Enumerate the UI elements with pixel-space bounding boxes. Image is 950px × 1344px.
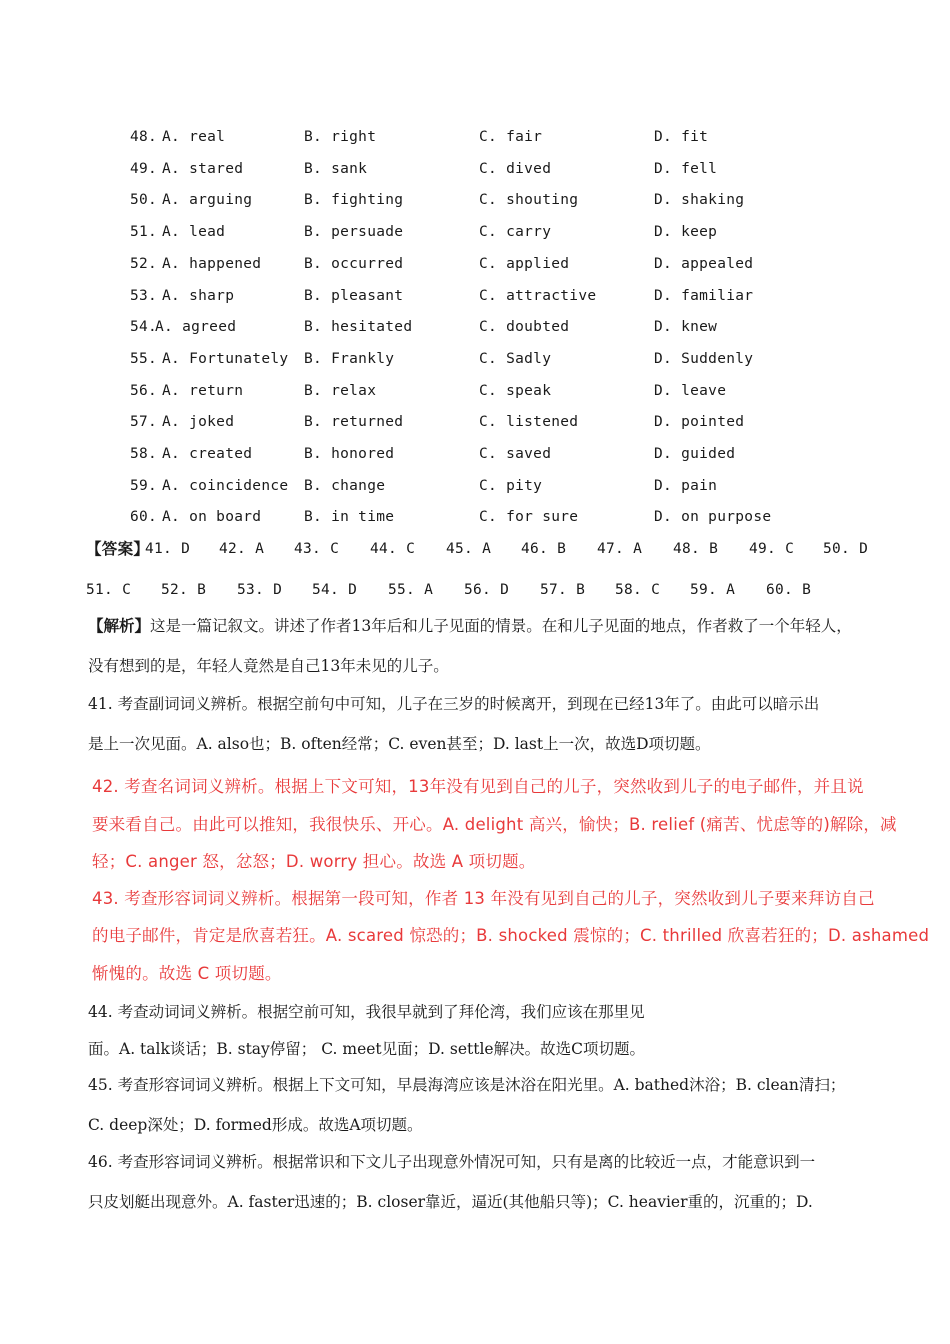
answer-item: 54. D bbox=[312, 582, 358, 598]
question-number: 60. bbox=[130, 509, 158, 526]
option-b: B. pleasant bbox=[304, 287, 404, 304]
option-b: B. right bbox=[304, 129, 377, 145]
answer-item: 51. C bbox=[86, 582, 132, 598]
option-a: A. lead bbox=[162, 224, 226, 241]
explanation-44-line-2: 面。A. talk谈话；B. stay停留； C. meet见面；D. settle解决。故选C项切题。 bbox=[88, 1040, 645, 1058]
option-d: D. shaking bbox=[654, 192, 745, 209]
option-d: D. pain bbox=[654, 477, 718, 494]
question-number: 56. bbox=[130, 382, 158, 399]
question-row bbox=[0, 126, 950, 148]
option-d: D. keep bbox=[654, 224, 718, 241]
analysis-line-1 bbox=[88, 615, 852, 637]
explanation-41-line-1: 41. 考查副词词义辨析。根据空前句中可知，儿子在三岁的时候离开，到现在已经13年了。由此可以暗示出 bbox=[88, 695, 820, 713]
answer-item: 44. C bbox=[370, 541, 416, 557]
answer-item: 56. D bbox=[464, 582, 510, 598]
option-b: B. hesitated bbox=[304, 319, 413, 336]
answer-key-row-2 bbox=[0, 579, 950, 601]
option-b: B. fighting bbox=[304, 192, 404, 209]
option-a: A. Fortunately bbox=[162, 350, 289, 367]
option-a: A. stared bbox=[162, 160, 244, 177]
option-c: C. doubted bbox=[479, 319, 570, 336]
answer-item: 50. D bbox=[823, 541, 869, 557]
answer-key-row-1 bbox=[0, 538, 950, 560]
option-a: A. happened bbox=[162, 255, 262, 272]
answer-item: 59. A bbox=[690, 582, 736, 598]
answer-item: 53. D bbox=[237, 582, 283, 598]
option-d: D. pointed bbox=[654, 414, 745, 431]
question-number: 49. bbox=[130, 160, 158, 177]
explanation-42-line-2: 要来看自己。由此可以推知，我很快乐、开心。A. delight 高兴，愉快；B. relief (痛苦、忧虑等的)解除，减 bbox=[92, 815, 897, 834]
option-c: C. saved bbox=[479, 446, 552, 462]
answer-item: 58. C bbox=[615, 582, 661, 598]
answer-item: 46. B bbox=[521, 541, 567, 557]
option-c: C. attractive bbox=[479, 287, 597, 304]
answer-item: 48. B bbox=[673, 541, 719, 557]
explanation-42-line-3: 轻；C. anger 怒，忿怒；D. worry 担心。故选 A 项切题。 bbox=[92, 852, 536, 871]
explanation-45-line-1: 45. 考查形容词词义辨析。根据上下文可知，早晨海湾应该是沐浴在阳光里。A. bathed沐浴；B. clean清扫； bbox=[88, 1076, 846, 1094]
option-a: A. created bbox=[162, 446, 253, 462]
question-row bbox=[0, 348, 950, 370]
option-a: A. return bbox=[162, 382, 244, 399]
option-c: C. carry bbox=[479, 224, 552, 241]
option-c: C. listened bbox=[479, 414, 579, 431]
question-row bbox=[0, 285, 950, 307]
option-c: C. for sure bbox=[479, 509, 579, 526]
explanation-44-line-1: 44. 考查动词词义辨析。根据空前可知，我很早就到了拜伦湾，我们应该在那里见 bbox=[88, 1003, 645, 1021]
option-b: B. Frankly bbox=[304, 350, 395, 367]
question-row bbox=[0, 475, 950, 497]
question-row bbox=[0, 443, 950, 465]
analysis-label: 【解析】 bbox=[88, 616, 151, 635]
option-d: D. knew bbox=[654, 319, 718, 336]
answer-label: 【答案】 bbox=[86, 539, 150, 558]
option-b: B. returned bbox=[304, 414, 404, 431]
option-a: A. coincidence bbox=[162, 477, 289, 494]
explanation-42-line-1: 42. 考查名词词义辨析。根据上下文可知，13年没有见到自己的儿子，突然收到儿子的电子邮件，并且说 bbox=[92, 777, 864, 796]
option-d: D. familiar bbox=[654, 287, 754, 304]
option-b: B. persuade bbox=[304, 224, 404, 241]
option-b: B. sank bbox=[304, 160, 368, 177]
option-a: A. real bbox=[162, 129, 226, 145]
question-number: 52. bbox=[130, 255, 158, 272]
question-row bbox=[0, 380, 950, 402]
option-d: D. fell bbox=[654, 160, 718, 177]
option-a: A. joked bbox=[162, 414, 235, 431]
option-a: A. agreed bbox=[155, 319, 237, 336]
answer-item: 43. C bbox=[294, 541, 340, 557]
analysis-text-1: 这是一篇记叙文。讲述了作者13年后和儿子见面的情景。在和儿子见面的地点，作者救了一个年轻人， bbox=[150, 617, 852, 635]
question-row bbox=[0, 189, 950, 211]
option-b: B. relax bbox=[304, 382, 377, 399]
explanation-45-line-2: C. deep深处；D. formed形成。故选A项切题。 bbox=[88, 1116, 423, 1134]
option-b: B. change bbox=[304, 477, 386, 494]
option-b: B. occurred bbox=[304, 255, 404, 272]
question-row bbox=[0, 316, 950, 338]
question-row bbox=[0, 221, 950, 243]
option-d: D. leave bbox=[654, 382, 727, 399]
option-d: D. appealed bbox=[654, 255, 754, 272]
question-number: 48. bbox=[130, 129, 158, 145]
answer-item: 57. B bbox=[540, 582, 586, 598]
question-number: 50. bbox=[130, 192, 158, 209]
question-row bbox=[0, 253, 950, 275]
explanation-46-line-2: 只皮划艇出现意外。A. faster迅速的；B. closer靠近，逼近(其他船只等)；C. heavier重的，沉重的；D. bbox=[88, 1193, 813, 1211]
explanation-43-line-2: 的电子邮件，肯定是欣喜若狂。A. scared 惊恐的；B. shocked 震惊的；C. thrilled 欣喜若狂的；D. ashamed bbox=[92, 926, 930, 945]
answer-item: 42. A bbox=[219, 541, 265, 557]
option-b: B. honored bbox=[304, 446, 395, 462]
question-number: 54. bbox=[130, 319, 158, 336]
option-c: C. shouting bbox=[479, 192, 579, 209]
answer-item: 52. B bbox=[161, 582, 207, 598]
option-a: A. arguing bbox=[162, 192, 253, 209]
option-d: D. on purpose bbox=[654, 509, 772, 526]
option-c: C. applied bbox=[479, 255, 570, 272]
question-number: 51. bbox=[130, 224, 158, 241]
option-c: C. fair bbox=[479, 129, 543, 145]
answer-item: 55. A bbox=[388, 582, 434, 598]
answer-item: 47. A bbox=[597, 541, 643, 557]
answer-item: 60. B bbox=[766, 582, 812, 598]
option-d: D. Suddenly bbox=[654, 350, 754, 367]
question-number: 53. bbox=[130, 287, 158, 304]
option-c: C. speak bbox=[479, 382, 552, 399]
option-a: A. on board bbox=[162, 509, 262, 526]
answer-item: 41. D bbox=[145, 541, 191, 557]
explanation-43-line-3: 惭愧的。故选 C 项切题。 bbox=[92, 964, 282, 983]
option-d: D. guided bbox=[654, 446, 736, 462]
question-row bbox=[0, 158, 950, 180]
option-b: B. in time bbox=[304, 509, 395, 526]
explanation-43-line-1: 43. 考查形容词词义辨析。根据第一段可知，作者 13 年没有见到自己的儿子，突然收到儿子要来拜访自己 bbox=[92, 889, 875, 908]
option-a: A. sharp bbox=[162, 287, 235, 304]
question-number: 57. bbox=[130, 414, 158, 431]
option-c: C. dived bbox=[479, 160, 552, 177]
question-row bbox=[0, 411, 950, 433]
option-d: D. fit bbox=[654, 129, 709, 145]
question-number: 58. bbox=[130, 446, 158, 462]
answer-item: 45. A bbox=[446, 541, 492, 557]
option-c: C. pity bbox=[479, 477, 543, 494]
analysis-line-2: 没有想到的是，年轻人竟然是自己13年未见的儿子。 bbox=[88, 657, 449, 675]
question-row bbox=[0, 506, 950, 528]
question-number: 59. bbox=[130, 477, 158, 494]
explanation-46-line-1: 46. 考查形容词词义辨析。根据常识和下文儿子出现意外情况可知，只有是离的比较近一点，才能意识到一 bbox=[88, 1153, 816, 1171]
explanation-41-line-2: 是上一次见面。A. also也；B. often经常；C. even甚至；D. last上一次，故选D项切题。 bbox=[88, 735, 711, 753]
option-c: C. Sadly bbox=[479, 350, 552, 367]
answer-item: 49. C bbox=[749, 541, 795, 557]
question-number: 55. bbox=[130, 350, 158, 367]
